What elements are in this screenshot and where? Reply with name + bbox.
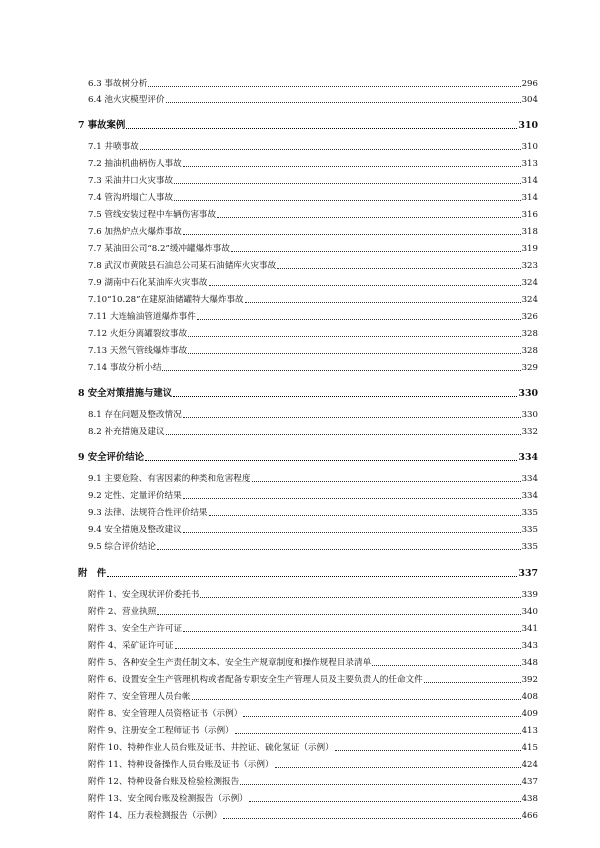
toc-entry-9-1[interactable] <box>0 467 600 485</box>
toc-entry-page: 424 <box>521 760 538 770</box>
dot-leader <box>197 318 521 320</box>
dot-leader <box>217 216 520 218</box>
toc-entry-page: 348 <box>521 658 538 668</box>
toc-entry-7-4[interactable] <box>0 186 600 204</box>
toc-entry-label: 附件 9、注册安全工程师证书（示例） <box>88 726 234 736</box>
toc-entry-page: 324 <box>521 295 538 305</box>
toc-entry-label: 7.6 加热炉点火爆炸事故 <box>88 227 182 237</box>
toc-entry-7-1[interactable] <box>0 135 600 153</box>
toc-entry-7-5[interactable] <box>0 203 600 221</box>
toc-entry-page: 319 <box>521 244 538 254</box>
toc-entry-8-2[interactable] <box>0 420 600 438</box>
toc-entry-7-13[interactable] <box>0 339 600 357</box>
toc-entry-label: 7.10“10.28”在建原油储罐特大爆炸事故 <box>88 295 244 305</box>
toc-entry-page: 329 <box>521 363 538 373</box>
dot-leader <box>157 548 521 550</box>
toc-entry-label: 附件 14、压力表检测报告（示例） <box>88 811 222 821</box>
toc-entry-7-12[interactable] <box>0 322 600 340</box>
toc-chapter-page: 310 <box>518 120 538 131</box>
toc-entry-label: 9.1 主要危险、有害因素的种类和危害程度 <box>88 474 251 484</box>
dot-leader <box>166 433 521 435</box>
toc-chapter-7[interactable] <box>0 114 600 132</box>
dot-leader <box>240 783 520 785</box>
dot-leader <box>173 395 517 397</box>
toc-entry-label: 附件 7、安全管理人员台帐 <box>88 692 191 702</box>
toc-entry-page: 334 <box>521 474 538 484</box>
toc-entry-label: 7.11 大连输油管道爆炸事件 <box>88 312 196 322</box>
toc-entry-label: 7.9 湖南中石化某油库火灾事故 <box>88 278 208 288</box>
dot-leader <box>188 352 520 354</box>
toc-entry-page: 314 <box>521 193 538 203</box>
toc-appendix[interactable] <box>0 562 600 580</box>
toc-appendix-5[interactable] <box>0 651 600 669</box>
toc-entry-page: 340 <box>521 607 538 617</box>
toc-entry-7-14[interactable] <box>0 356 600 374</box>
toc-entry-7-10[interactable] <box>0 288 600 306</box>
toc-entry-page: 341 <box>521 624 538 634</box>
toc-entry-7-6[interactable] <box>0 220 600 238</box>
dot-leader <box>174 199 520 201</box>
toc-entry-page: 335 <box>521 542 538 552</box>
toc-entry-page: 343 <box>521 641 538 651</box>
toc-appendix-3[interactable] <box>0 617 600 635</box>
toc-entry-label: 附件 1、安全现状评价委托书 <box>88 590 200 600</box>
toc-entry-page: 313 <box>521 159 538 169</box>
toc-chapter-9[interactable] <box>0 446 600 464</box>
toc-entry-label: 附件 6、设置安全生产管理机构或者配备专职安全生产管理人员及主要负责人的任命文件 <box>88 675 423 685</box>
toc-entry-9-3[interactable] <box>0 501 600 519</box>
toc-entry-page: 335 <box>521 525 538 535</box>
toc-appendix-4[interactable] <box>0 634 600 652</box>
toc-entry-label: 9.4 安全措施及整改建议 <box>88 525 182 535</box>
toc-entry-page: 326 <box>521 312 538 322</box>
dot-leader <box>252 480 521 482</box>
toc-entry-page: 304 <box>521 95 538 105</box>
toc-appendix-1[interactable] <box>0 583 600 601</box>
dot-leader <box>162 369 520 371</box>
dot-leader <box>245 301 521 303</box>
toc-entry-6-4[interactable] <box>0 88 600 106</box>
toc-entry-label: 7.4 管沟坍塌亡人事故 <box>88 193 174 203</box>
toc-entry-label: 附件 4、采矿证许可证 <box>88 641 174 651</box>
toc-entry-label: 附件 3、安全生产许可证 <box>88 624 183 634</box>
toc-entry-7-8[interactable] <box>0 254 600 272</box>
dot-leader <box>243 715 520 717</box>
toc-chapter-label: 8 安全对策措施与建议 <box>78 388 173 399</box>
toc-entry-label: 9.3 法律、法规符合性评价结果 <box>88 508 208 518</box>
toc-appendix-9[interactable] <box>0 719 600 737</box>
toc-entry-page: 415 <box>521 743 538 753</box>
dot-leader <box>192 698 521 700</box>
toc-entry-label: 7.13 天然气管线爆炸事故 <box>88 346 188 356</box>
toc-entry-7-3[interactable] <box>0 169 600 187</box>
toc-entry-page: 438 <box>521 794 538 804</box>
dot-leader <box>166 101 521 103</box>
toc-entry-label: 7.2 抽油机曲柄伤人事故 <box>88 159 182 169</box>
toc-entry-label: 7.14 事故分析小结 <box>88 363 162 373</box>
dot-leader <box>183 416 521 418</box>
toc-entry-page: 466 <box>521 811 538 821</box>
toc-entry-label: 附件 12、特种设备台账及检验检测报告 <box>88 777 240 787</box>
dot-leader <box>335 749 521 751</box>
toc-appendix-2[interactable] <box>0 600 600 618</box>
toc-appendix-11[interactable] <box>0 753 600 771</box>
toc-entry-label: 8.2 补充措施及建议 <box>88 427 165 437</box>
dot-leader <box>140 148 521 150</box>
dot-leader <box>249 800 521 802</box>
dot-leader <box>223 817 521 819</box>
toc-entry-label: 7.7 某油田公司“8.2”缓冲罐爆炸事故 <box>88 244 230 254</box>
dot-leader <box>183 497 521 499</box>
toc-entry-label: 8.1 存在问题及整改情况 <box>88 410 182 420</box>
dot-leader <box>183 165 521 167</box>
toc-entry-page: 437 <box>521 777 538 787</box>
toc-entry-label: 7.8 武汉市黄陂县石油总公司某石油储库火灾事故 <box>88 261 277 271</box>
dot-leader <box>200 596 520 598</box>
toc-appendix-page: 337 <box>518 568 538 579</box>
toc-entry-9-5[interactable] <box>0 535 600 553</box>
toc-entry-label: 6.3 事故树分析 <box>88 79 148 89</box>
toc-entry-label: 附件 11、特种设备操作人员台账及证书（示例） <box>88 760 274 770</box>
toc-appendix-13[interactable] <box>0 787 600 805</box>
toc-entry-page: 324 <box>521 278 538 288</box>
toc-entry-page: 328 <box>521 329 538 339</box>
dot-leader <box>157 613 520 615</box>
toc-entry-label: 附件 5、各种安全生产责任制文本、安全生产规章制度和操作规程目录清单 <box>88 658 372 668</box>
dot-leader <box>126 127 517 129</box>
dot-leader <box>209 284 521 286</box>
dot-leader <box>277 267 520 269</box>
toc-entry-page: 316 <box>521 210 538 220</box>
toc-appendix-6[interactable] <box>0 668 600 686</box>
toc-entry-label: 7.1 井喷事故 <box>88 142 139 152</box>
toc-entry-label: 9.5 综合评价结论 <box>88 542 156 552</box>
toc-entry-page: 314 <box>521 176 538 186</box>
toc-entry-label: 附件 8、安全管理人员资格证书（示例） <box>88 709 243 719</box>
dot-leader <box>107 575 517 577</box>
toc-entry-page: 409 <box>521 709 538 719</box>
toc-chapter-label: 9 安全评价结论 <box>78 452 145 463</box>
dot-leader <box>188 335 520 337</box>
toc-entry-7-7[interactable] <box>0 237 600 255</box>
toc-entry-label: 7.3 采油井口火灾事故 <box>88 176 174 186</box>
dot-leader <box>145 459 517 461</box>
toc-chapter-page: 330 <box>518 388 538 399</box>
dot-leader <box>175 647 521 649</box>
toc-entry-7-9[interactable] <box>0 271 600 289</box>
toc-chapter-8[interactable] <box>0 382 600 400</box>
dot-leader <box>174 182 520 184</box>
toc-entry-page: 332 <box>521 427 538 437</box>
toc-entry-7-2[interactable] <box>0 152 600 170</box>
toc-entry-7-11[interactable] <box>0 305 600 323</box>
toc-entry-label: 7.12 火炬分离罐裂纹事故 <box>88 329 188 339</box>
toc-appendix-10[interactable] <box>0 736 600 754</box>
toc-entry-page: 323 <box>521 261 538 271</box>
dot-leader <box>424 681 521 683</box>
toc-entry-page: 413 <box>521 726 538 736</box>
dot-leader <box>235 732 521 734</box>
toc-entry-page: 296 <box>521 79 538 89</box>
toc-entry-page: 330 <box>521 410 538 420</box>
toc-appendix-12[interactable] <box>0 770 600 788</box>
toc-entry-9-2[interactable] <box>0 484 600 502</box>
toc-entry-9-4[interactable] <box>0 518 600 536</box>
dot-leader <box>183 630 520 632</box>
dot-leader <box>275 766 521 768</box>
toc-entry-label: 附件 2、营业执照 <box>88 607 157 617</box>
toc-entry-page: 335 <box>521 508 538 518</box>
dot-leader <box>183 233 521 235</box>
toc-appendix-14[interactable] <box>0 804 600 822</box>
toc-appendix-7[interactable] <box>0 685 600 703</box>
toc-chapter-label: 7 事故案例 <box>78 120 126 131</box>
toc-entry-label: 附件 13、安全阀台账及检测报告（示例） <box>88 794 248 804</box>
dot-leader <box>209 514 521 516</box>
toc-entry-page: 310 <box>521 142 538 152</box>
toc-entry-label: 7.5 管线安装过程中车辆伤害事故 <box>88 210 217 220</box>
toc-entry-page: 334 <box>521 491 538 501</box>
toc-entry-label: 附件 10、特种作业人员台账及证书、井控证、硫化氢证（示例） <box>88 743 334 753</box>
toc-chapter-page: 334 <box>518 452 538 463</box>
toc-entry-8-1[interactable] <box>0 403 600 421</box>
toc-appendix-8[interactable] <box>0 702 600 720</box>
toc-entry-label: 6.4 池火灾模型评价 <box>88 95 165 105</box>
toc-entry-page: 328 <box>521 346 538 356</box>
toc-entry-page: 318 <box>521 227 538 237</box>
dot-leader <box>183 531 521 533</box>
toc-entry-label: 9.2 定性、定量评价结果 <box>88 491 182 501</box>
toc-entry-page: 408 <box>521 692 538 702</box>
dot-leader <box>231 250 521 252</box>
dot-leader <box>148 85 520 87</box>
toc-appendix-label: 附 件 <box>78 568 107 579</box>
toc-entry-page: 339 <box>521 590 538 600</box>
toc-entry-page: 392 <box>521 675 538 685</box>
dot-leader <box>372 664 520 666</box>
